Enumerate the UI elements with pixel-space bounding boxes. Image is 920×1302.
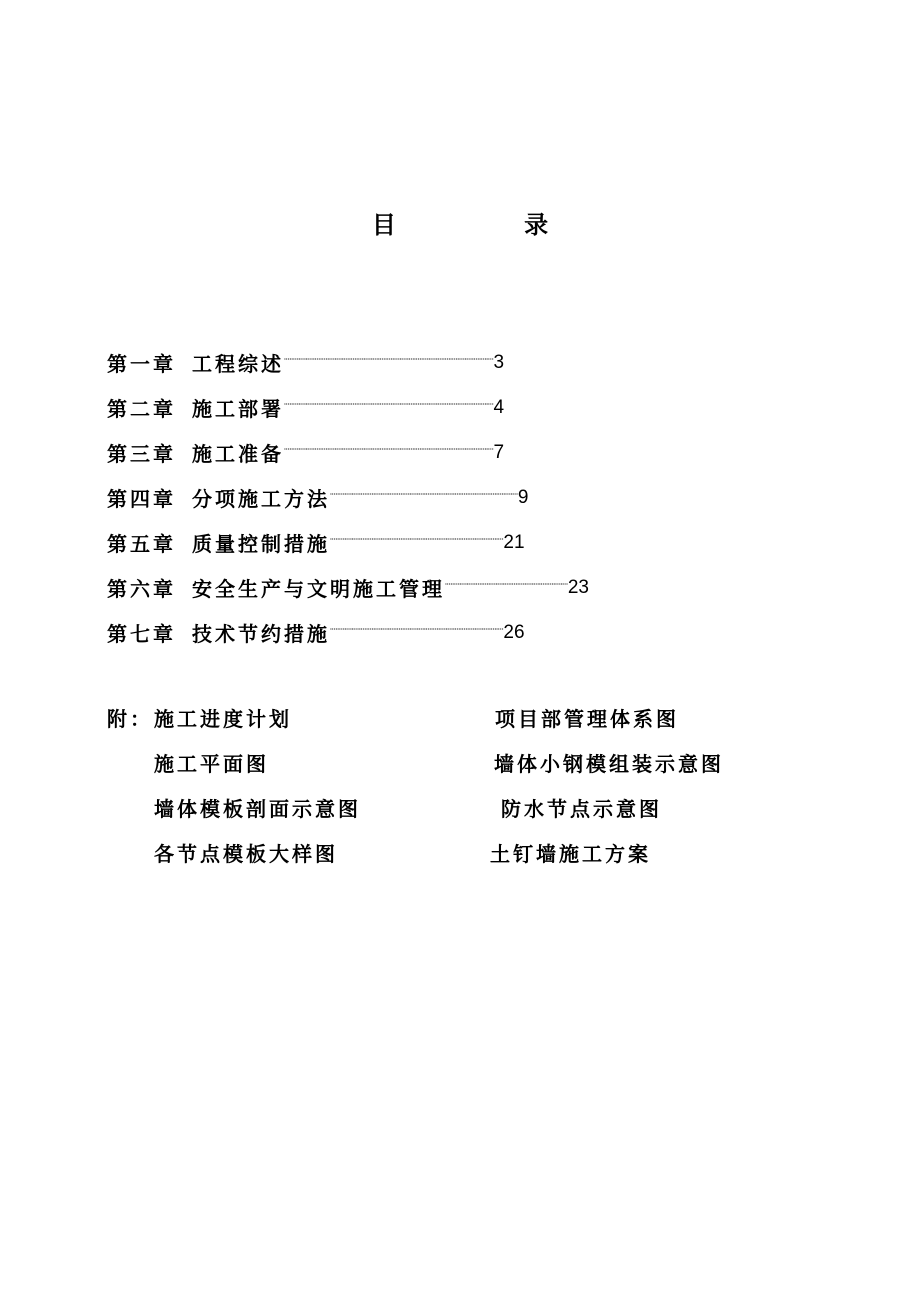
toc-page-number: 26: [503, 621, 525, 643]
toc-leader-dots: ┈┈┈┈┈┈┈┈┈┈┈┈┈┈┈┈┈┈┈┈┈┈┈┈┈┈┈┈┈: [284, 351, 494, 366]
toc-page-number: 9: [517, 486, 529, 508]
appendix-item[interactable]: 墙体小钢模组装示意图: [494, 752, 724, 776]
appendix-item[interactable]: 各节点模板大样图: [154, 842, 338, 866]
appendix-row: [107, 700, 807, 745]
toc-page-number: 4: [493, 396, 505, 418]
toc-chapter-number: 第二章: [107, 397, 176, 421]
appendix-item[interactable]: 施工平面图: [154, 752, 269, 776]
toc-leader-dots: ┈┈┈┈┈┈┈┈┈┈┈┈┈┈┈┈┈: [445, 576, 568, 591]
appendix-row: [107, 835, 807, 880]
toc-leader-dots: ┈┈┈┈┈┈┈┈┈┈┈┈┈┈┈┈┈┈┈┈┈┈┈┈: [330, 621, 504, 636]
page-title-text: 目 录: [371, 211, 609, 239]
appendix-item[interactable]: 防水节点示意图: [501, 797, 662, 821]
toc-chapter-number: 第六章: [107, 577, 176, 601]
page-title: [0, 205, 920, 245]
appendix-item[interactable]: 墙体模板剖面示意图: [154, 797, 361, 821]
toc-entry[interactable]: [107, 340, 589, 385]
appendix-list: [107, 700, 807, 880]
toc-chapter-title: 安全生产与文明施工管理: [192, 577, 445, 601]
toc-entry[interactable]: [107, 430, 589, 475]
toc-chapter-title: 工程综述: [192, 352, 284, 376]
appendix-label: 附：: [107, 707, 153, 731]
appendix-row: [107, 745, 807, 790]
toc-entry[interactable]: [107, 475, 589, 520]
table-of-contents: [107, 340, 589, 655]
toc-chapter-number: 第四章: [107, 487, 176, 511]
toc-chapter-title: 分项施工方法: [192, 487, 330, 511]
toc-chapter-number: 第一章: [107, 352, 176, 376]
appendix-item[interactable]: 土钉墙施工方案: [490, 842, 651, 866]
toc-entry[interactable]: [107, 520, 589, 565]
toc-chapter-title: 施工部署: [192, 397, 284, 421]
toc-entry[interactable]: [107, 610, 589, 655]
toc-page-number: 21: [503, 531, 525, 553]
toc-chapter-title: 施工准备: [192, 442, 284, 466]
toc-leader-dots: ┈┈┈┈┈┈┈┈┈┈┈┈┈┈┈┈┈┈┈┈┈┈┈┈┈┈┈┈┈: [284, 396, 494, 411]
toc-entry[interactable]: [107, 565, 589, 610]
appendix-row: [107, 790, 807, 835]
toc-chapter-title: 质量控制措施: [192, 532, 330, 556]
toc-chapter-number: 第七章: [107, 622, 176, 646]
toc-chapter-number: 第三章: [107, 442, 176, 466]
toc-page-number: 23: [567, 576, 589, 598]
toc-chapter-number: 第五章: [107, 532, 176, 556]
toc-leader-dots: ┈┈┈┈┈┈┈┈┈┈┈┈┈┈┈┈┈┈┈┈┈┈┈┈: [330, 531, 504, 546]
toc-chapter-title: 技术节约措施: [192, 622, 330, 646]
toc-entry[interactable]: [107, 385, 589, 430]
toc-page-number: 7: [493, 441, 505, 463]
toc-page-number: 3: [493, 351, 505, 373]
toc-leader-dots: ┈┈┈┈┈┈┈┈┈┈┈┈┈┈┈┈┈┈┈┈┈┈┈┈┈┈: [330, 486, 518, 501]
appendix-item[interactable]: 施工进度计划: [154, 707, 292, 731]
toc-leader-dots: ┈┈┈┈┈┈┈┈┈┈┈┈┈┈┈┈┈┈┈┈┈┈┈┈┈┈┈┈┈: [284, 441, 494, 456]
appendix-item[interactable]: 项目部管理体系图: [495, 707, 679, 731]
